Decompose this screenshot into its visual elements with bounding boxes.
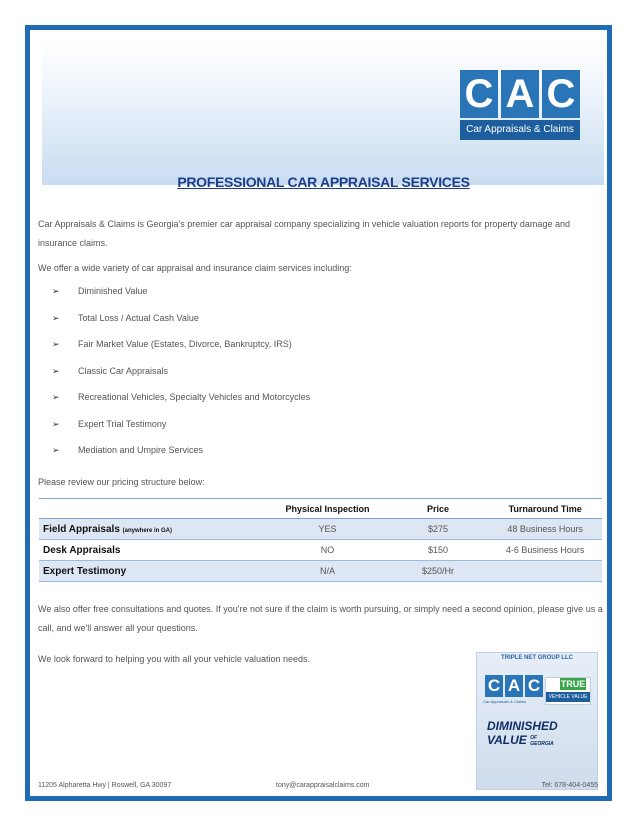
- list-item: [52, 445, 592, 472]
- turnaround-cell: [488, 561, 602, 582]
- table-header-row: [39, 499, 602, 519]
- price-cell: $150: [388, 540, 489, 561]
- column-header: Physical Inspection: [267, 499, 387, 519]
- row-label: Desk Appraisals: [43, 544, 121, 556]
- service-label: Expert Trial Testimony: [78, 418, 167, 429]
- pricing-intro: Please review our pricing structure below:: [38, 477, 205, 487]
- true-sub-label: VEHICLE VALUE: [546, 692, 590, 702]
- arrow-right-icon: ➢: [52, 445, 60, 455]
- service-label: Classic Car Appraisals: [78, 365, 169, 376]
- footer-phone: Tel: 678-404-0455: [541, 782, 598, 789]
- cac-logo: [460, 70, 580, 152]
- list-item: [52, 419, 592, 446]
- turnaround-cell: 48 Business Hours: [488, 519, 602, 540]
- badge-group-name: TRIPLE NET GROUP LLC: [501, 655, 573, 661]
- diminished-value-text: [487, 719, 558, 747]
- arrow-right-icon: ➢: [52, 418, 60, 429]
- badge-logo-letter: C: [525, 675, 543, 697]
- true-vehicle-value-logo: [545, 677, 591, 705]
- logo-letter: C: [460, 70, 498, 118]
- price-cell: $275: [388, 519, 489, 540]
- pricing-table: [39, 498, 602, 582]
- dv-line1: DIMINISHED: [487, 719, 558, 733]
- row-label: Field Appraisals: [43, 523, 120, 535]
- arrow-right-icon: ➢: [52, 286, 60, 296]
- table-row: [39, 561, 602, 582]
- services-intro: We offer a wide variety of car appraisal and insurance claim services including:: [38, 263, 352, 273]
- page-frame: [25, 25, 612, 801]
- service-name: [39, 540, 267, 561]
- arrow-right-icon: ➢: [52, 392, 60, 402]
- service-label: Fair Market Value (Estates, Divorce, Bankruptcy, IRS): [78, 339, 292, 349]
- price-cell: $250/Hr: [388, 561, 489, 582]
- arrow-right-icon: ➢: [52, 365, 60, 376]
- service-name: [39, 519, 267, 540]
- logo-letter: A: [501, 70, 539, 118]
- logo-tagline: Car Appraisals & Claims: [460, 120, 580, 140]
- badge-logo-letter: A: [505, 675, 523, 697]
- inspection-cell: N/A: [267, 561, 387, 582]
- badge-logo-letter: C: [485, 675, 503, 697]
- arrow-right-icon: ➢: [52, 312, 60, 323]
- row-note: (anywhere in GA): [122, 527, 172, 534]
- column-header: [39, 499, 267, 519]
- arrow-right-icon: ➢: [52, 339, 60, 349]
- inspection-cell: NO: [267, 540, 387, 561]
- diminished-value-badge: [476, 652, 598, 790]
- list-item: [52, 286, 592, 313]
- footer-email[interactable]: tony@carappraisalclaims.com: [276, 782, 370, 789]
- inspection-cell: YES: [267, 519, 387, 540]
- dv-line2: VALUE: [487, 733, 527, 747]
- table-row: [39, 540, 602, 561]
- list-item: [52, 392, 592, 419]
- dv-state: GEORGIA: [530, 740, 554, 747]
- list-item: [52, 313, 592, 340]
- dv-of-georgia: [530, 735, 554, 747]
- service-label: Total Loss / Actual Cash Value: [78, 312, 199, 323]
- services-list: [52, 286, 592, 472]
- page-title: PROFESSIONAL CAR APPRAISAL SERVICES: [177, 174, 470, 190]
- service-label: Recreational Vehicles, Specialty Vehicles and Motorcycles: [78, 392, 311, 402]
- table-row: [39, 519, 602, 540]
- closing-paragraph: We look forward to helping you with all your vehicle valuation needs.: [38, 654, 310, 664]
- turnaround-cell: 4-6 Business Hours: [488, 540, 602, 561]
- badge-tagline: Car Appraisals & Claims: [483, 699, 527, 704]
- footer-address: 11205 Alpharetta Hwy | Roswell, GA 30097: [38, 782, 172, 789]
- header-banner: [42, 40, 604, 185]
- service-label: Diminished Value: [78, 286, 148, 296]
- dv-of: OF: [530, 734, 538, 741]
- consultation-paragraph: We also offer free consultations and quotes. If you're not sure if the claim is worth pursuing, or simply need a second opinion, please give us a call, and we'll answer all your questions.: [38, 604, 603, 633]
- column-header: Turnaround Time: [488, 499, 602, 519]
- logo-letter: C: [542, 70, 580, 118]
- dv-line2-row: [487, 733, 558, 747]
- list-item: [52, 366, 592, 393]
- intro-paragraph: Car Appraisals & Claims is Georgia's premier car appraisal company specializing in vehicle valuation reports for property damage and insurance claims.: [38, 219, 570, 248]
- service-name: [39, 561, 267, 582]
- row-label: Expert Testimony: [43, 565, 127, 577]
- column-header: Price: [388, 499, 489, 519]
- service-label: Mediation and Umpire Services: [78, 445, 204, 455]
- list-item: [52, 339, 592, 366]
- true-label: TRUE: [560, 679, 586, 689]
